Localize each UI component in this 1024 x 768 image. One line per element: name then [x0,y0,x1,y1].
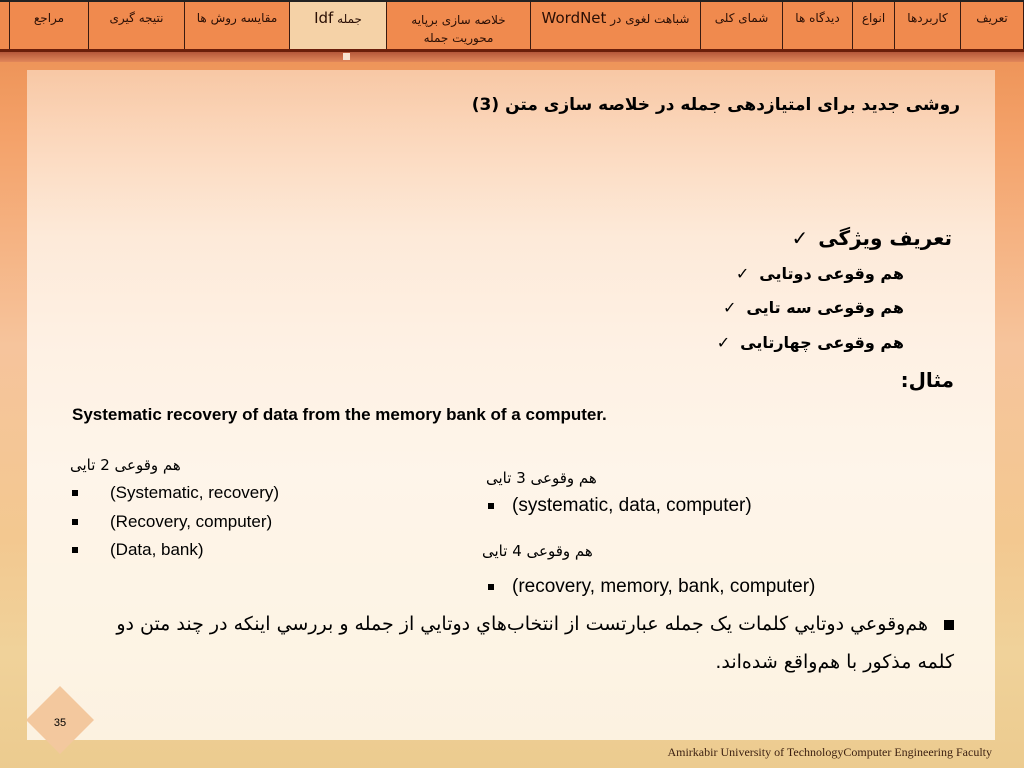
nav-tab-overview[interactable]: شمای کلی [700,2,782,49]
feature-item: ✓ هم وقوعی دوتایی [735,264,904,283]
footer-text: Amirkabir University of TechnologyComputer Engineering Faculty [667,745,992,759]
nav-tab-viewpoints[interactable]: دیدگاه ها [782,2,852,49]
nav-marker [343,53,350,60]
nav-tab-conclusion[interactable]: نتیجه گیری [88,2,184,49]
nav-tab-sentence-idf[interactable]: جمله Idf [289,2,386,49]
nav-tab-definition[interactable]: تعریف [960,2,1024,49]
four-gram-heading: هم وقوعی 4 تایی [482,542,593,560]
example-sentence: Systematic recovery of data from the memory bank of a computer. [72,405,607,424]
example-label: مثال: [900,368,954,392]
page-number-badge [26,686,94,754]
bullet-icon [72,519,78,525]
list-item: (systematic, data, computer) [488,495,752,517]
list-item: (Recovery, computer) [72,512,272,532]
list-item: (Data, bank) [72,540,204,560]
checkmark-icon: ✓ [723,298,737,317]
bullet-icon [72,547,78,553]
list-item: (recovery, memory, bank, computer) [488,576,815,598]
checkmark-icon: ✓ [716,333,731,352]
bullet-icon [944,620,954,630]
top-nav [0,0,1024,52]
checkmark-icon: ✓ [791,226,809,250]
checkmark-icon: ✓ [735,264,750,283]
nav-shadow [0,52,1024,62]
definition-paragraph: هم‌وقوعي دوتايي كلمات يک جمله عبارتست از انتخاب‌هاي دوتايي از جمله و بررسي اينكه در چند متن دو كلمه مذكور با هم‌واقع شده‌اند. [116,613,954,673]
three-gram-heading: هم وقوعی 3 تایی [486,469,597,487]
bullet-icon [488,584,494,590]
feature-item: ✓ هم وقوعی سه تایی [723,298,904,317]
nav-tab-types[interactable]: انواع [852,2,894,49]
nav-tab-wordnet-similarity[interactable]: شباهت لغوی در WordNet [530,2,700,49]
nav-tab-sentence-centric[interactable]: خلاصه سازی برپایه محوریت جمله [386,2,530,49]
list-item: (Systematic, recovery) [72,483,279,503]
two-gram-heading: هم وقوعی 2 تایی [70,456,181,474]
feature-item: ✓ هم وقوعی چهارتایی [716,333,904,352]
page-number: 35 [53,717,67,729]
nav-tab-method-comparison[interactable]: مقایسه روش ها [184,2,289,49]
bullet-icon [72,490,78,496]
bullet-icon [488,503,494,509]
feature-heading: ✓ تعریف ویژگی [791,226,952,250]
nav-tab-references[interactable]: مراجع [9,2,88,49]
nav-tab-applications[interactable]: کاربردها [894,2,960,49]
slide-title: روشی جدید برای امتیازدهی جمله در خلاصه سازی متن (3) [471,95,960,115]
